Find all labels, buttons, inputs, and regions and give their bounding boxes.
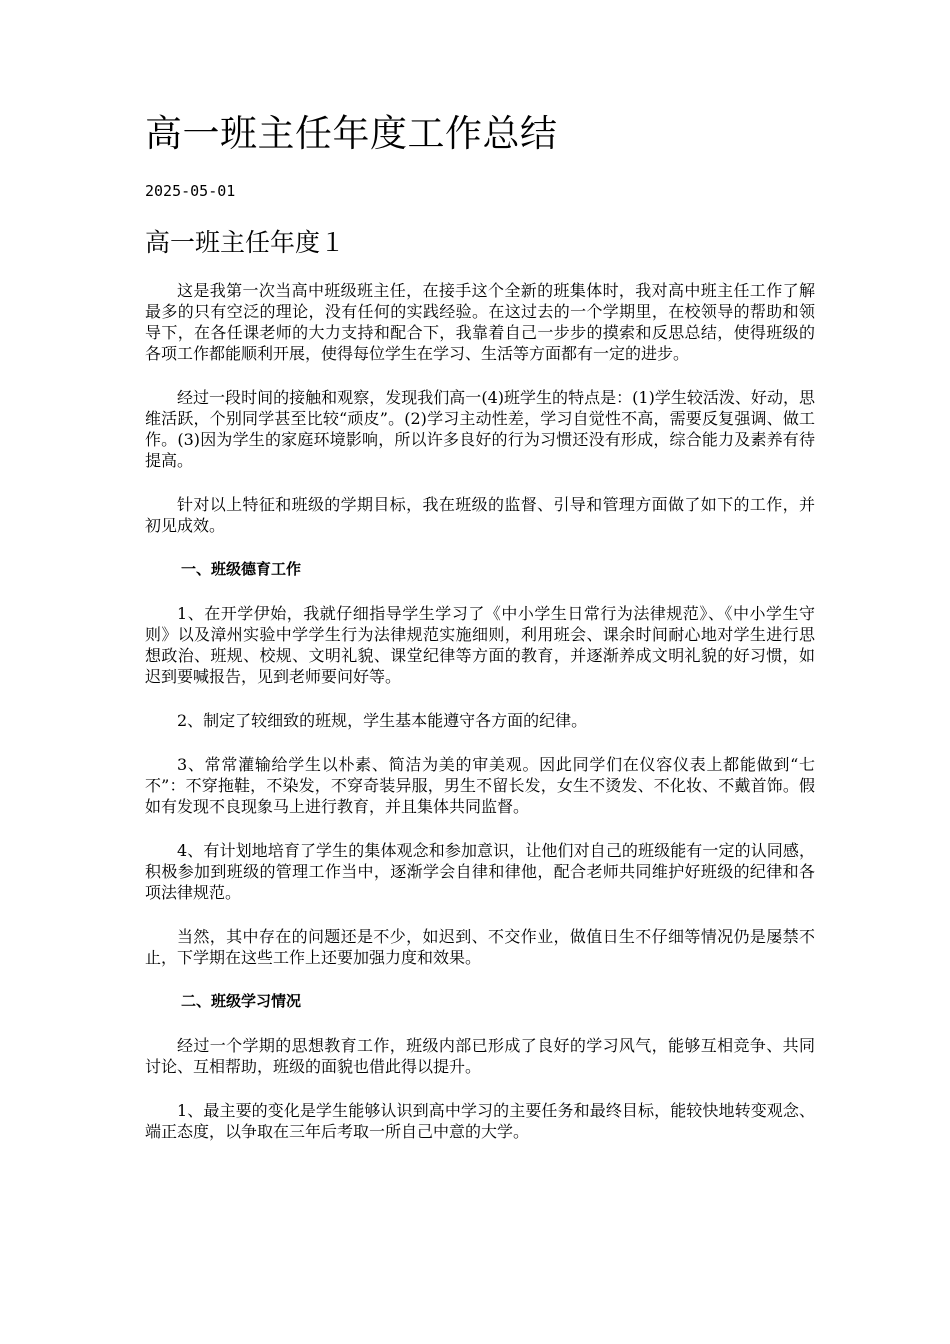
paragraph: 3、常常灌输给学生以朴素、简洁为美的审美观。因此同学们在仪容仪表上都能做到“七不”：不穿拖鞋，不染发，不穿奇装异服，男生不留长发，女生不烫发、不化妆、不戴首饰。假如有发现不良现象马上进行教育，并且集体共同监督。 — [145, 755, 815, 817]
paragraph: 这是我第一次当高中班级班主任，在接手这个全新的班集体时，我对高中班主任工作了解最多的只有空泛的理论，没有任何的实践经验。在这过去的一个学期里，在校领导的帮助和领导下，在各任课老师的大力支持和配合下，我靠着自己一步步的摸索和反思总结，使得班级的各项工作都能顺利开展，使得每位学生在学习、生活等方面都有一定的进步。 — [145, 281, 815, 364]
sub-heading: 二、班级学习情况 — [181, 992, 302, 1011]
document-body — [145, 280, 815, 1142]
paragraph: 经过一段时间的接触和观察，发现我们高一(4)班学生的特点是：(1)学生较活泼、好动，思维活跃，个别同学甚至比较“顽皮”。(2)学习主动性差，学习自觉性不高，需要反复强调、做工作。(3)因为学生的家庭环境影响，所以许多良好的行为习惯还没有形成，综合能力及素养有待提高。 — [145, 388, 815, 471]
document-date: 2025-05-01 — [145, 182, 236, 201]
paragraph: 4、有计划地培育了学生的集体观念和参加意识，让他们对自己的班级能有一定的认同感，积极参加到班级的管理工作当中，逐渐学会自律和律他，配合老师共同维护好班级的纪律和各项法律规范。 — [145, 841, 815, 903]
paragraph: 当然，其中存在的问题还是不少，如迟到、不交作业，做值日生不仔细等情况仍是屡禁不止，下学期在这些工作上还要加强力度和效果。 — [145, 927, 815, 968]
paragraph: 针对以上特征和班级的学期目标，我在班级的监督、引导和管理方面做了如下的工作，并初见成效。 — [145, 495, 815, 536]
document-page — [145, 112, 815, 1165]
section-heading: 高一班主任年度１ — [145, 228, 346, 258]
paragraph: 2、制定了较细致的班规，学生基本能遵守各方面的纪律。 — [177, 711, 588, 731]
paragraph: 经过一个学期的思想教育工作，班级内部已形成了良好的学习风气，能够互相竞争、共同讨论、互相帮助，班级的面貌也借此得以提升。 — [145, 1036, 815, 1077]
paragraph: 1、在开学伊始，我就仔细指导学生学习了《中小学生日常行为法律规范》、《中小学生守则》以及漳州实验中学学生行为法律规范实施细则，利用班会、课余时间耐心地对学生进行思想政治、班规、校规、文明礼貌、课堂纪律等方面的教育，并逐渐养成文明礼貌的好习惯，如迟到要喊报告，见到老师要问好等。 — [145, 604, 815, 687]
document-title: 高一班主任年度工作总结 — [145, 112, 558, 155]
sub-heading: 一、班级德育工作 — [181, 560, 302, 579]
paragraph: 1、最主要的变化是学生能够认识到高中学习的主要任务和最终目标，能较快地转变观念、端正态度，以争取在三年后考取一所自己中意的大学。 — [145, 1101, 815, 1142]
